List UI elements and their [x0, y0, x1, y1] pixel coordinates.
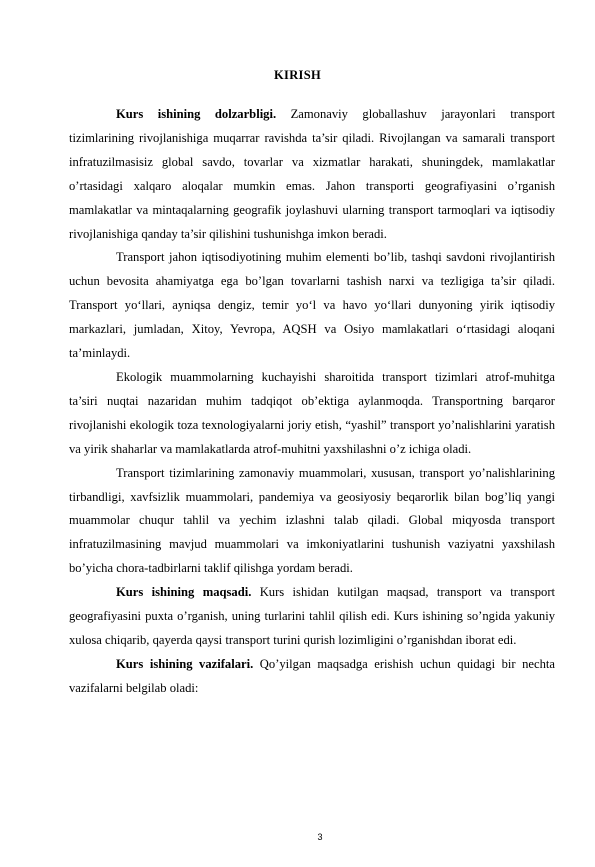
- paragraph-text: Kurs ishidan kutilgan maqsad, transport va transport geografiyasini puxta o’rganish, uning turlarini tahlil qilish edi. Kurs ishining so’ngida yakuniy xulosa chiqarib, qayerda qaysi transport turini qurish lozimligini o’rganishdan iborat edi.: [69, 585, 556, 647]
- paragraph-text: Qo’yilgan maqsadga erishish uchun quidagi bir nechta vazifalarni belgilab oladi:: [69, 656, 555, 695]
- paragraph-text: Ekologik muammolarning kuchayishi sharoitida transport tizimlari atrof-muhitga ta’siri nuqtai nazaridan muhim tadqiqot ob’ektiga aylanmoqda. Transportning barqaror rivojlanishi ekologik toza texnologiyalarni joriy etish, “yashil” transport yo’nalishlarini yaratish va yirik shaharlar va mamlakatlarda atrof-muhitni yaxshilashni o’z ichiga oladi.: [69, 369, 555, 456]
- paragraph-transport-economy: [69, 246, 555, 366]
- paragraph-text: Zamonaviy globallashuv jarayonlari transport tizimlarining rivojlanishiga muqarrar ravishda ta’sir qiladi. Rivojlangan va samarali transport infratuzilmasisiz global savdo, tovarlar va xizmatlar harakati, shuningdek, mamlakatlar o’rtasidagi xalqaro aloqalar mumkin emas. Jahon transporti geografiyasini o’rganish mamlakatlar va mintaqalarning geografik joylashuvi ularning transport tarmoqlari va iqtisodiy rivojlanishiga qanday ta’sir qilishini tushunishga imkon beradi.: [69, 107, 555, 241]
- body-text: [69, 103, 555, 701]
- paragraph-lead: Kurs ishining vazifalari.: [116, 656, 254, 671]
- paragraph-goal: [69, 581, 555, 653]
- paragraph-lead: Kurs ishining maqsadi.: [116, 585, 252, 600]
- paragraph-text: Transport jahon iqtisodiyotining muhim elementi bo’lib, tashqi savdoni rivojlantirish uchun bevosita ahamiyatga ega bo’lgan tovarlarni tashish narxi va tezligiga ta’sir qiladi. Transport yo‘llari, ayniqsa dengiz, temir yo‘l va havo yo‘llari dunyoning yirik iqtisodiy markazlari, jumladan, Xitoy, Yevropa, AQSH va Osiyo mamlakatlari o‘rtasidagi aloqani taʼminlaydi.: [69, 250, 555, 361]
- paragraph-text: Transport tizimlarining zamonaviy muammolari, xususan, transport yo’nalishlarining tirbandligi, xavfsizlik muammolari, pandemiya va geosiyosiy beqarorlik bilan bog’liq yangi muammolar chuqur tahlil va yechim izlashni talab qiladi. Global miqyosda transport infratuzilmasining mavjud muammolari va imkoniyatlarini tushunish vaziyatni yaxshilash bo’yicha chora-tadbirlarni taklif qilishga yordam beradi.: [69, 465, 555, 576]
- paragraph-ecology: [69, 366, 555, 462]
- paragraph-relevance: [69, 103, 555, 246]
- page-title: KIRISH: [274, 68, 321, 82]
- page-number: 3: [317, 832, 323, 842]
- paragraph-tasks: [69, 653, 555, 701]
- paragraph-lead: Kurs ishining dolzarbligi.: [116, 107, 277, 121]
- paragraph-problems: [69, 462, 555, 582]
